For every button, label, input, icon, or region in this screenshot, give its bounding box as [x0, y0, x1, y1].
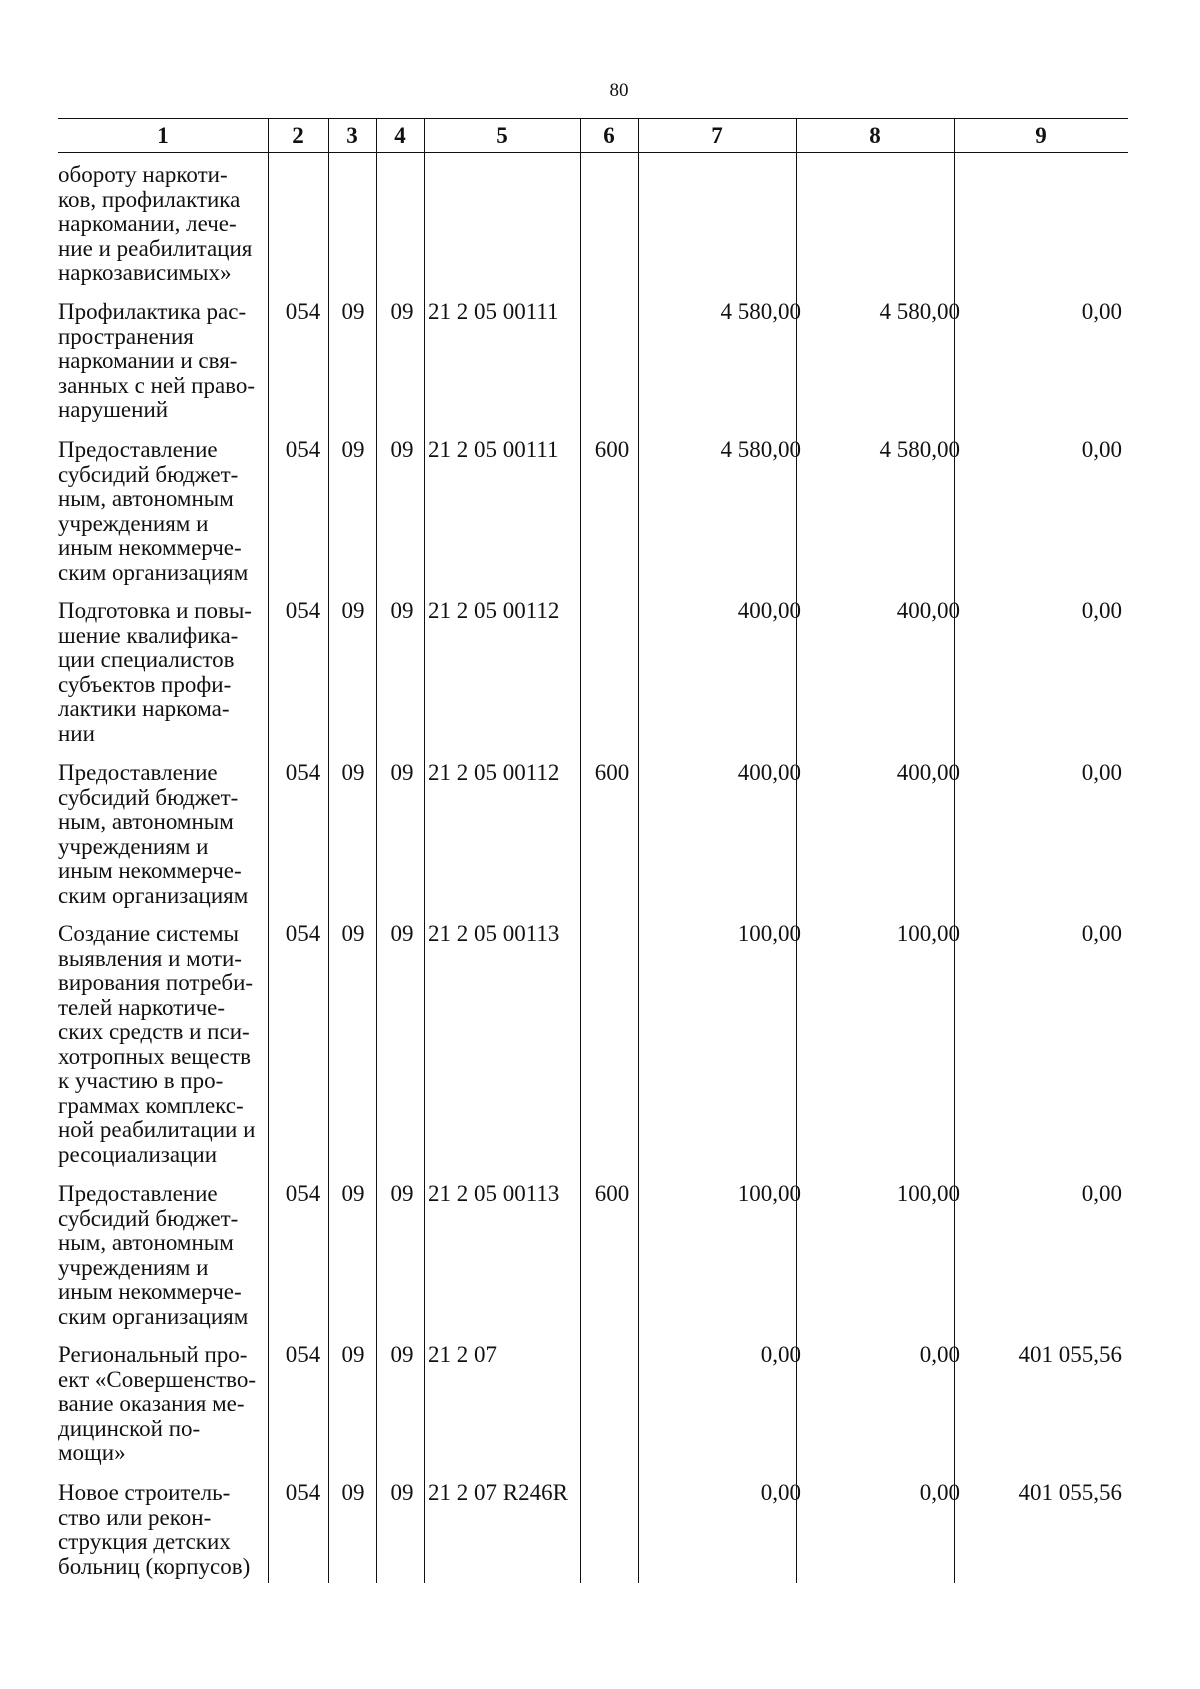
- amount-col-8: 0,00: [919, 1342, 960, 1367]
- amount-col-7: 0,00: [760, 1342, 801, 1367]
- amount-col-7: 0,00: [760, 1480, 801, 1505]
- code-section: 09: [341, 921, 365, 946]
- row-name-line: мощи»: [58, 1440, 126, 1465]
- row-name-line: ским организациям: [58, 1303, 249, 1329]
- row-name-line: Подготовка и повы-: [58, 598, 252, 623]
- code-subsection: 09: [390, 921, 414, 946]
- row-name-line: обороту наркоти-: [58, 162, 228, 187]
- column-header-1: 1: [157, 123, 169, 148]
- row-name: [58, 163, 263, 286]
- amount-col-7: 4 580,00: [720, 437, 801, 462]
- code-target-article: 21 2 05 00113: [428, 1181, 560, 1206]
- row-name-line: занных с ней право-: [58, 372, 256, 398]
- code-section: 09: [341, 437, 365, 462]
- row-name: [58, 922, 263, 1167]
- column-header-5: 5: [496, 123, 508, 148]
- column-header-2: 2: [292, 123, 304, 148]
- code-expense-type: 600: [594, 1181, 630, 1206]
- code-target-article: 21 2 05 00112: [428, 760, 560, 785]
- row-name-line: Региональный про-: [58, 1342, 248, 1367]
- code-section: 09: [341, 598, 365, 623]
- row-name-line: иным некоммерче-: [58, 535, 242, 560]
- amount-col-7: 400,00: [737, 760, 801, 785]
- row-name-line: ным, автономным: [58, 486, 234, 511]
- code-chapter: 054: [285, 1480, 321, 1505]
- code-subsection: 09: [390, 760, 414, 785]
- code-target-article: 21 2 05 00112: [428, 598, 560, 623]
- row-name-line: вирования потреби-: [58, 970, 254, 995]
- column-header-7: 7: [711, 123, 723, 148]
- page-number: 80: [609, 80, 629, 101]
- amount-col-8: 4 580,00: [879, 437, 960, 462]
- amount-col-7: 100,00: [737, 921, 801, 946]
- row-name-line: Предоставление: [58, 437, 218, 462]
- table-top-rule: [58, 118, 1128, 119]
- code-target-article: 21 2 05 00111: [428, 299, 559, 324]
- column-divider: [424, 118, 425, 1583]
- code-chapter: 054: [285, 299, 321, 324]
- row-name: [58, 1182, 263, 1329]
- amount-col-9: 401 055,56: [1018, 1342, 1122, 1367]
- row-name-line: нарушений: [58, 397, 169, 422]
- column-header-4: 4: [394, 123, 406, 148]
- column-divider: [580, 118, 581, 1583]
- row-name-line: учреждениям и: [58, 510, 209, 536]
- code-subsection: 09: [390, 299, 414, 324]
- code-section: 09: [341, 1181, 365, 1206]
- amount-col-9: 0,00: [1081, 760, 1122, 785]
- row-name-line: струкция детских: [58, 1529, 231, 1554]
- amount-col-7: 400,00: [737, 598, 801, 623]
- code-subsection: 09: [390, 1342, 414, 1367]
- code-target-article: 21 2 05 00113: [428, 921, 560, 946]
- amount-col-8: 400,00: [896, 760, 960, 785]
- amount-col-8: 100,00: [896, 1181, 960, 1206]
- code-section: 09: [341, 1342, 365, 1367]
- code-chapter: 054: [285, 437, 321, 462]
- column-header-8: 8: [869, 123, 881, 148]
- budget-table: [58, 118, 1128, 1583]
- row-name-line: лактики наркома-: [58, 696, 230, 721]
- row-name-line: иным некоммерче-: [58, 858, 242, 883]
- row-name-line: к участию в про-: [58, 1068, 224, 1093]
- code-target-article: 21 2 05 00111: [428, 437, 559, 462]
- row-name-line: ресоциализации: [58, 1141, 218, 1167]
- column-header-9: 9: [1035, 123, 1047, 148]
- row-name-line: ект «Совершенство-: [58, 1366, 257, 1392]
- row-name-line: ным, автономным: [58, 1230, 234, 1255]
- code-chapter: 054: [285, 1181, 321, 1206]
- code-chapter: 054: [285, 598, 321, 623]
- row-name-line: Профилактика рас-: [58, 299, 247, 324]
- row-name-line: наркозависимых»: [58, 260, 232, 285]
- code-subsection: 09: [390, 598, 414, 623]
- amount-col-9: 0,00: [1081, 437, 1122, 462]
- amount-col-8: 400,00: [896, 598, 960, 623]
- amount-col-8: 4 580,00: [879, 299, 960, 324]
- row-name-line: ским организациям: [58, 559, 249, 585]
- row-name-line: ков, профилактика: [58, 186, 241, 212]
- code-chapter: 054: [285, 921, 321, 946]
- row-name-line: вание оказания ме-: [58, 1391, 245, 1416]
- row-name: [58, 438, 263, 585]
- code-chapter: 054: [285, 1342, 321, 1367]
- code-section: 09: [341, 299, 365, 324]
- row-name-line: субъектов профи-: [58, 671, 232, 697]
- code-subsection: 09: [390, 437, 414, 462]
- column-header-3: 3: [346, 123, 358, 148]
- row-name-line: граммах комплекс-: [58, 1092, 244, 1118]
- code-section: 09: [341, 760, 365, 785]
- row-name-line: хотропных веществ: [58, 1043, 252, 1069]
- row-name: [58, 599, 263, 746]
- row-name-line: Предоставление: [58, 760, 218, 785]
- row-name-line: ским организациям: [58, 882, 249, 908]
- amount-col-8: 100,00: [896, 921, 960, 946]
- code-target-article: 21 2 07: [428, 1342, 497, 1367]
- column-divider: [376, 118, 377, 1583]
- row-name-line: учреждениям и: [58, 1254, 209, 1280]
- column-header-6: 6: [603, 123, 615, 148]
- column-divider: [328, 118, 329, 1583]
- row-name-line: нии: [58, 720, 95, 746]
- row-name: [58, 1343, 263, 1466]
- row-name-line: Предоставление: [58, 1181, 218, 1206]
- amount-col-7: 100,00: [737, 1181, 801, 1206]
- amount-col-9: 0,00: [1081, 299, 1122, 324]
- row-name-line: больниц (корпусов): [58, 1553, 251, 1579]
- amount-col-8: 0,00: [919, 1480, 960, 1505]
- amount-col-7: 4 580,00: [720, 299, 801, 324]
- code-subsection: 09: [390, 1181, 414, 1206]
- row-name-line: шение квалифика-: [58, 622, 239, 648]
- row-name-line: ских средств и пси-: [58, 1019, 250, 1044]
- row-name-line: ции специалистов: [58, 647, 235, 672]
- row-name-line: Создание системы: [58, 921, 239, 946]
- column-divider: [268, 118, 269, 1583]
- row-name-line: дицинской по-: [58, 1415, 201, 1441]
- code-chapter: 054: [285, 760, 321, 785]
- row-name-line: ной реабилитации и: [58, 1117, 256, 1142]
- code-subsection: 09: [390, 1480, 414, 1505]
- header-bottom-rule: [58, 152, 1128, 153]
- column-divider: [638, 118, 639, 1583]
- row-name-line: ние и реабилитация: [58, 235, 253, 261]
- row-name-line: иным некоммерче-: [58, 1279, 242, 1304]
- amount-col-9: 0,00: [1081, 921, 1122, 946]
- row-name-line: ным, автономным: [58, 809, 234, 834]
- row-name-line: пространения: [58, 323, 194, 349]
- code-section: 09: [341, 1480, 365, 1505]
- row-name-line: учреждениям и: [58, 833, 209, 859]
- row-name: [58, 1481, 263, 1579]
- code-expense-type: 600: [594, 760, 630, 785]
- code-expense-type: 600: [594, 437, 630, 462]
- amount-col-9: 0,00: [1081, 598, 1122, 623]
- amount-col-9: 401 055,56: [1018, 1480, 1122, 1505]
- row-name-line: субсидий бюджет-: [58, 784, 239, 810]
- amount-col-9: 0,00: [1081, 1181, 1122, 1206]
- row-name: [58, 300, 263, 423]
- row-name-line: телей наркотиче-: [58, 994, 226, 1020]
- row-name-line: наркомании, лече-: [58, 211, 237, 236]
- row-name-line: субсидий бюджет-: [58, 1205, 239, 1231]
- row-name-line: выявления и моти-: [58, 945, 242, 971]
- code-target-article: 21 2 07 R246R: [428, 1480, 568, 1505]
- row-name-line: субсидий бюджет-: [58, 461, 239, 487]
- row-name-line: Новое строитель-: [58, 1480, 231, 1505]
- row-name-line: наркомании и свя-: [58, 348, 238, 373]
- row-name-line: ство или рекон-: [58, 1504, 212, 1530]
- row-name: [58, 761, 263, 908]
